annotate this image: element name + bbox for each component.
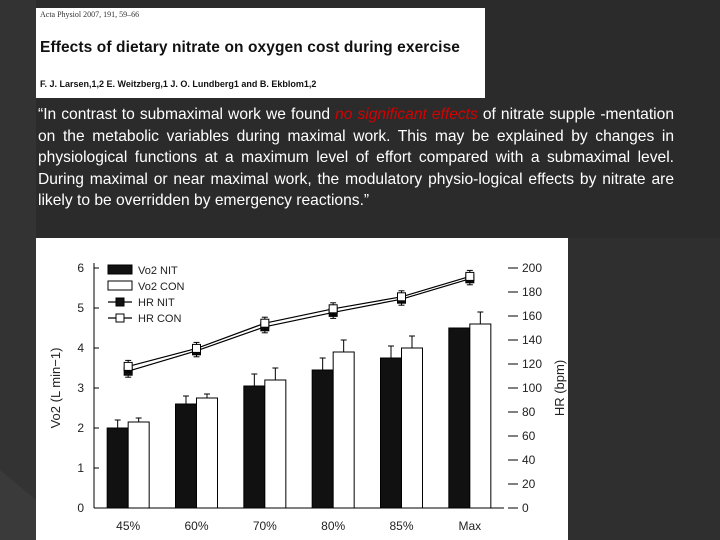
x-tick-label: 70% (252, 519, 277, 533)
x-tick-label: 80% (321, 519, 346, 533)
right-tick-label: 0 (522, 501, 529, 515)
bars-layer (107, 312, 491, 508)
chart-panel (36, 238, 568, 540)
right-tick-label: 140 (522, 333, 543, 347)
point-hr-con (261, 319, 269, 327)
point-hr-con (398, 293, 406, 301)
bar-vo2-con (197, 398, 218, 508)
bar-vo2-nit (312, 370, 333, 508)
x-tick-label: 45% (116, 519, 141, 533)
point-hr-con (124, 362, 132, 370)
legend-marker (116, 298, 124, 306)
left-tick-label: 2 (77, 421, 84, 435)
legend-label: Vo2 CON (138, 281, 185, 293)
bar-vo2-con (265, 380, 286, 508)
right-tick-label: 120 (522, 357, 543, 371)
paper-title: Effects of dietary nitrate on oxygen cost during exercise (40, 39, 461, 56)
x-tick-label: 60% (184, 519, 209, 533)
right-tick-label: 200 (522, 261, 543, 275)
bar-vo2-con (128, 422, 149, 508)
left-axis-title: Vo2 (L min−1) (48, 347, 63, 429)
right-tick-label: 160 (522, 309, 543, 323)
right-tick-label: 40 (522, 453, 536, 467)
bar-vo2-nit (176, 404, 197, 508)
right-tick-label: 20 (522, 477, 536, 491)
right-tick-label: 60 (522, 429, 536, 443)
journal-reference: Acta Physiol 2007, 191, 59–66 (40, 10, 140, 19)
left-tick-label: 1 (77, 461, 84, 475)
quote-after: of nitrate supple -mentation on the metabolic variables during maximal work. This may be explained by changes in physiological functions at a maximum level of effort compared with a submaximal level. During maximal or near maximal work, the modulatory physio-logical effects by nitrate are likely to be overridden by emergency reactions.” (38, 106, 674, 210)
legend-label: HR NIT (138, 297, 175, 309)
paper-header (36, 8, 485, 98)
bar-vo2-con (402, 348, 423, 508)
left-tick-label: 3 (77, 381, 84, 395)
x-tick-label: Max (458, 519, 482, 533)
left-tick-label: 4 (77, 341, 84, 355)
bar-vo2-nit (449, 328, 470, 508)
bar-vo2-con (333, 352, 354, 508)
x-tick-label: 85% (389, 519, 414, 533)
quote-text (38, 104, 674, 212)
point-hr-con (466, 272, 474, 280)
left-tick-label: 5 (77, 301, 84, 315)
paper-authors: F. J. Larsen,1,2 E. Weitzberg,1 J. O. Lundberg1 and B. Ekblom1,2 (40, 79, 317, 89)
bar-vo2-nit (381, 358, 402, 508)
left-tick-label: 6 (77, 261, 84, 275)
right-axis-title: HR (bpm) (552, 359, 567, 417)
legend-marker (116, 314, 124, 322)
right-tick-label: 180 (522, 285, 543, 299)
quote-highlight: no significant effects (335, 106, 478, 123)
bar-vo2-nit (244, 386, 265, 508)
right-tick-label: 100 (522, 381, 543, 395)
quote-before: “In contrast to submaximal work we found (38, 106, 336, 123)
legend-label: Vo2 NIT (138, 265, 178, 277)
chart-svg (36, 238, 568, 540)
legend-swatch (108, 265, 132, 274)
right-tick-label: 80 (522, 405, 536, 419)
left-tick-label: 0 (77, 501, 84, 515)
point-hr-con (329, 305, 337, 313)
legend (108, 265, 185, 325)
point-hr-con (193, 344, 201, 352)
legend-label: HR CON (138, 313, 182, 325)
bar-vo2-con (470, 324, 491, 508)
bar-vo2-nit (107, 428, 128, 508)
legend-swatch (108, 281, 132, 290)
